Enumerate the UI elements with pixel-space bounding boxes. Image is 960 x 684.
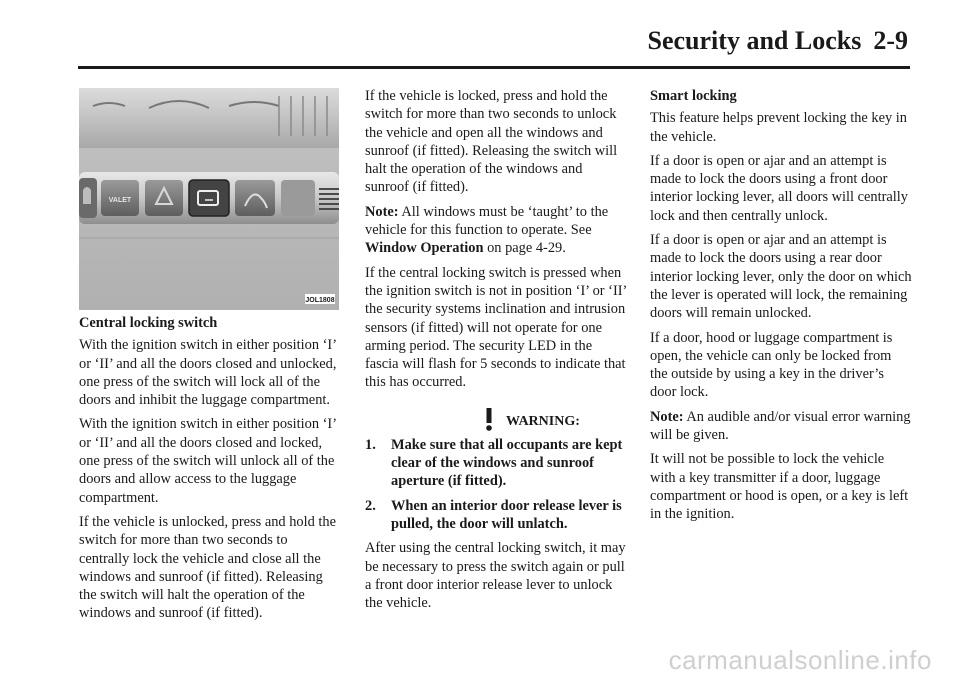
note-tail: on page 4-29. <box>487 240 566 257</box>
col3-paragraph-4: If a door, hood or luggage compartment is open, the vehicle can only be locked from the outside by using a key in the driver’s door lock. <box>650 329 893 401</box>
section-title: Security and Locks <box>647 26 862 55</box>
col3-paragraph-2: If a door is open or ajar and an attempt is made to lock the doors using a front door interior locking lever, all doors will centrally lock and then centrally unlock. <box>650 152 908 224</box>
central-locking-switch-photo <box>79 88 339 310</box>
warning-heading <box>478 406 627 432</box>
warning-item <box>365 497 627 534</box>
warning-triangle-icon <box>478 406 500 432</box>
column-1 <box>79 314 341 629</box>
site-watermark: carmanualsonline.info <box>668 645 932 675</box>
page-header <box>648 26 908 56</box>
note-text: An audible and/or visual error warning will be given. <box>650 408 911 444</box>
col2-paragraph-1: If the vehicle is locked, press and hold the switch for more than two seconds to unlock the vehicle and open all the windows and sunroof (if fitted). Releasing the switch will halt the operation of the windows and sunroof (if fitted). <box>365 88 618 196</box>
header-rule <box>78 66 910 69</box>
col3-paragraph-1: This feature helps prevent locking the key in the vehicle. <box>650 110 907 145</box>
note-label: Note: <box>650 408 684 425</box>
col1-paragraph-2: With the ignition switch in either position ‘I’ or ‘II’ and all the doors closed and locked, one press of the switch will unlock all of the doors and allow access to the luggage compartment. <box>79 416 336 506</box>
col1-paragraph-3: If the vehicle is unlocked, press and hold the switch for more than two seconds to centrally lock the vehicle and close all the windows and sunroof (if fitted). Releasing the switch will halt the operation of the windows and sunroof (if fitted). <box>79 513 336 622</box>
warning-item-number: 2. <box>365 497 376 514</box>
warning-item-number: 1. <box>365 436 376 453</box>
column-2 <box>365 87 627 618</box>
switch-panel-illustration <box>79 88 339 310</box>
col3-paragraph-5: It will not be possible to lock the vehicle with a key transmitter if a door, luggage compartment or hood is open, or a key is left in the ignition. <box>650 451 909 523</box>
window-operation-link[interactable]: Window Operation <box>365 240 484 257</box>
warning-list <box>365 436 627 533</box>
valet-label: VALET <box>108 197 132 204</box>
smart-locking-heading: Smart locking <box>650 88 737 104</box>
page-number: 2-9 <box>873 26 908 55</box>
col2-paragraph-2: If the central locking switch is pressed when the ignition switch is not in position ‘I’ or ‘II’ the security systems inclination and intrusion sensors (if fitted) will not operate for one arming period. The security LED in the fascia will flash for 5 seconds to indicate that this has occurred. <box>365 264 627 391</box>
col2-paragraph-3: After using the central locking switch, it may be necessary to press the switch again or pull a front door interior release lever to unlock the vehicle. <box>365 540 626 612</box>
central-locking-heading: Central locking switch <box>79 315 218 331</box>
col2-note <box>365 203 627 258</box>
warning-block <box>365 406 627 533</box>
column-3 <box>650 87 912 530</box>
warning-item-text: Make sure that all occupants are kept clear of the windows and sunroof aperture (if fitted). <box>391 436 623 490</box>
col1-paragraph-1: With the ignition switch in either position ‘I’ or ‘II’ and all the doors closed and unlocked, one press of the switch will lock all of the doors and inhibit the luggage compartment. <box>79 337 337 409</box>
note-text: All windows must be ‘taught’ to the vehicle for this function to operate. See <box>365 203 609 239</box>
note-label: Note: <box>365 203 399 220</box>
warning-label: WARNING: <box>506 414 580 430</box>
col3-note <box>650 408 912 445</box>
col3-paragraph-3: If a door is open or ajar and an attempt is made to lock the doors using a rear door interior locking lever, only the door on which the lever is operated will lock, the remaining doors will remain unlocked. <box>650 232 912 322</box>
figure-code: JOL1808 <box>305 297 335 304</box>
warning-item-text: When an interior door release lever is pulled, the door will unlatch. <box>391 497 622 532</box>
warning-item <box>365 436 627 491</box>
